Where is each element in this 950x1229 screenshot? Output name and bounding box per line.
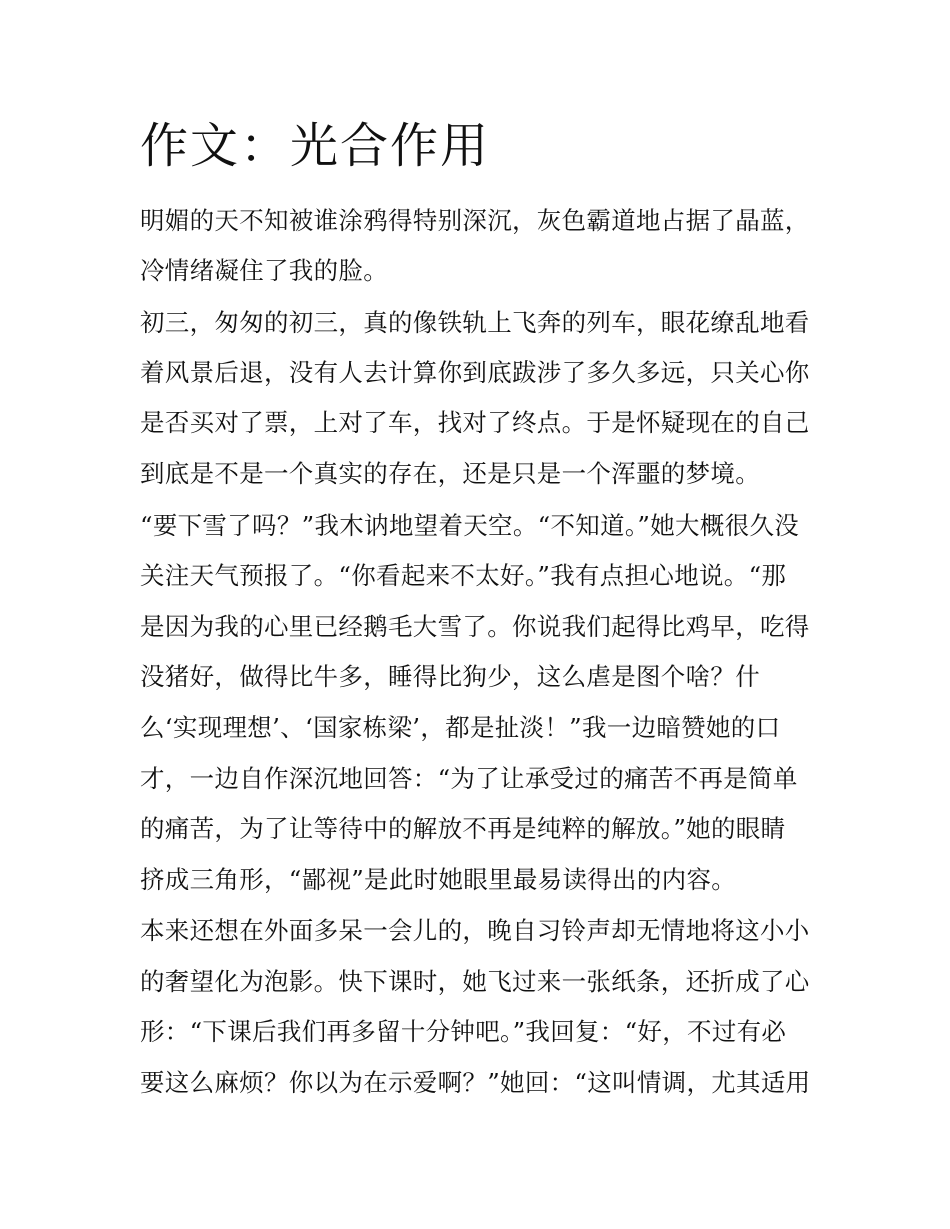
text-line: 么‘实现理想’、‘国家栋梁’，都是扯淡！”我一边暗赞她的口 (140, 713, 781, 742)
text-line: 冷情绪凝住了我的脸。 (140, 256, 388, 285)
text-line: 的奢望化为泡影。快下课时，她飞过来一张纸条，还折成了心 (140, 967, 810, 996)
document-title: 作文：光合作用 (140, 118, 491, 174)
text-line: 本来还想在外面多呆一会儿的，晚自习铃声却无情地将这小小 (140, 916, 810, 945)
text-line: 的痛苦，为了让等待中的解放不再是纯粹的解放。”她的眼睛 (140, 814, 786, 843)
text-line: 挤成三角形，“鄙视”是此时她眼里最易读得出的内容。 (140, 865, 737, 894)
text-line: “要下雪了吗？”我木讷地望着天空。“不知道。”她大概很久没 (140, 511, 800, 540)
text-line: 是因为我的心里已经鹅毛大雪了。你说我们起得比鸡早，吃得 (140, 612, 810, 641)
text-line: 明媚的天不知被谁涂鸦得特别深沉，灰色霸道地占据了晶蓝， (140, 206, 810, 235)
text-line: 着风景后退，没有人去计算你到底跋涉了多久多远，只关心你 (140, 358, 810, 387)
text-line: 关注天气预报了。“你看起来不太好。”我有点担心地说。“那 (140, 561, 787, 590)
text-line: 到底是不是一个真实的存在，还是只是一个浑噩的梦境。 (140, 459, 760, 488)
text-line: 要这么麻烦？你以为在示爱啊？”她回：“这叫情调，尤其适用 (140, 1068, 811, 1097)
text-line: 才，一边自作深沉地回答：“为了让承受过的痛苦不再是简单 (140, 764, 798, 793)
text-line: 初三，匆匆的初三，真的像铁轨上飞奔的列车，眼花缭乱地看 (140, 308, 810, 337)
text-line: 没猪好，做得比牛多，睡得比狗少，这么虐是图个啥？什 (140, 662, 760, 691)
text-line: 形：“下课后我们再多留十分钟吧。”我回复：“好，不过有必 (140, 1017, 787, 1046)
text-line: 是否买对了票，上对了车，找对了终点。于是怀疑现在的自己 (140, 408, 810, 437)
